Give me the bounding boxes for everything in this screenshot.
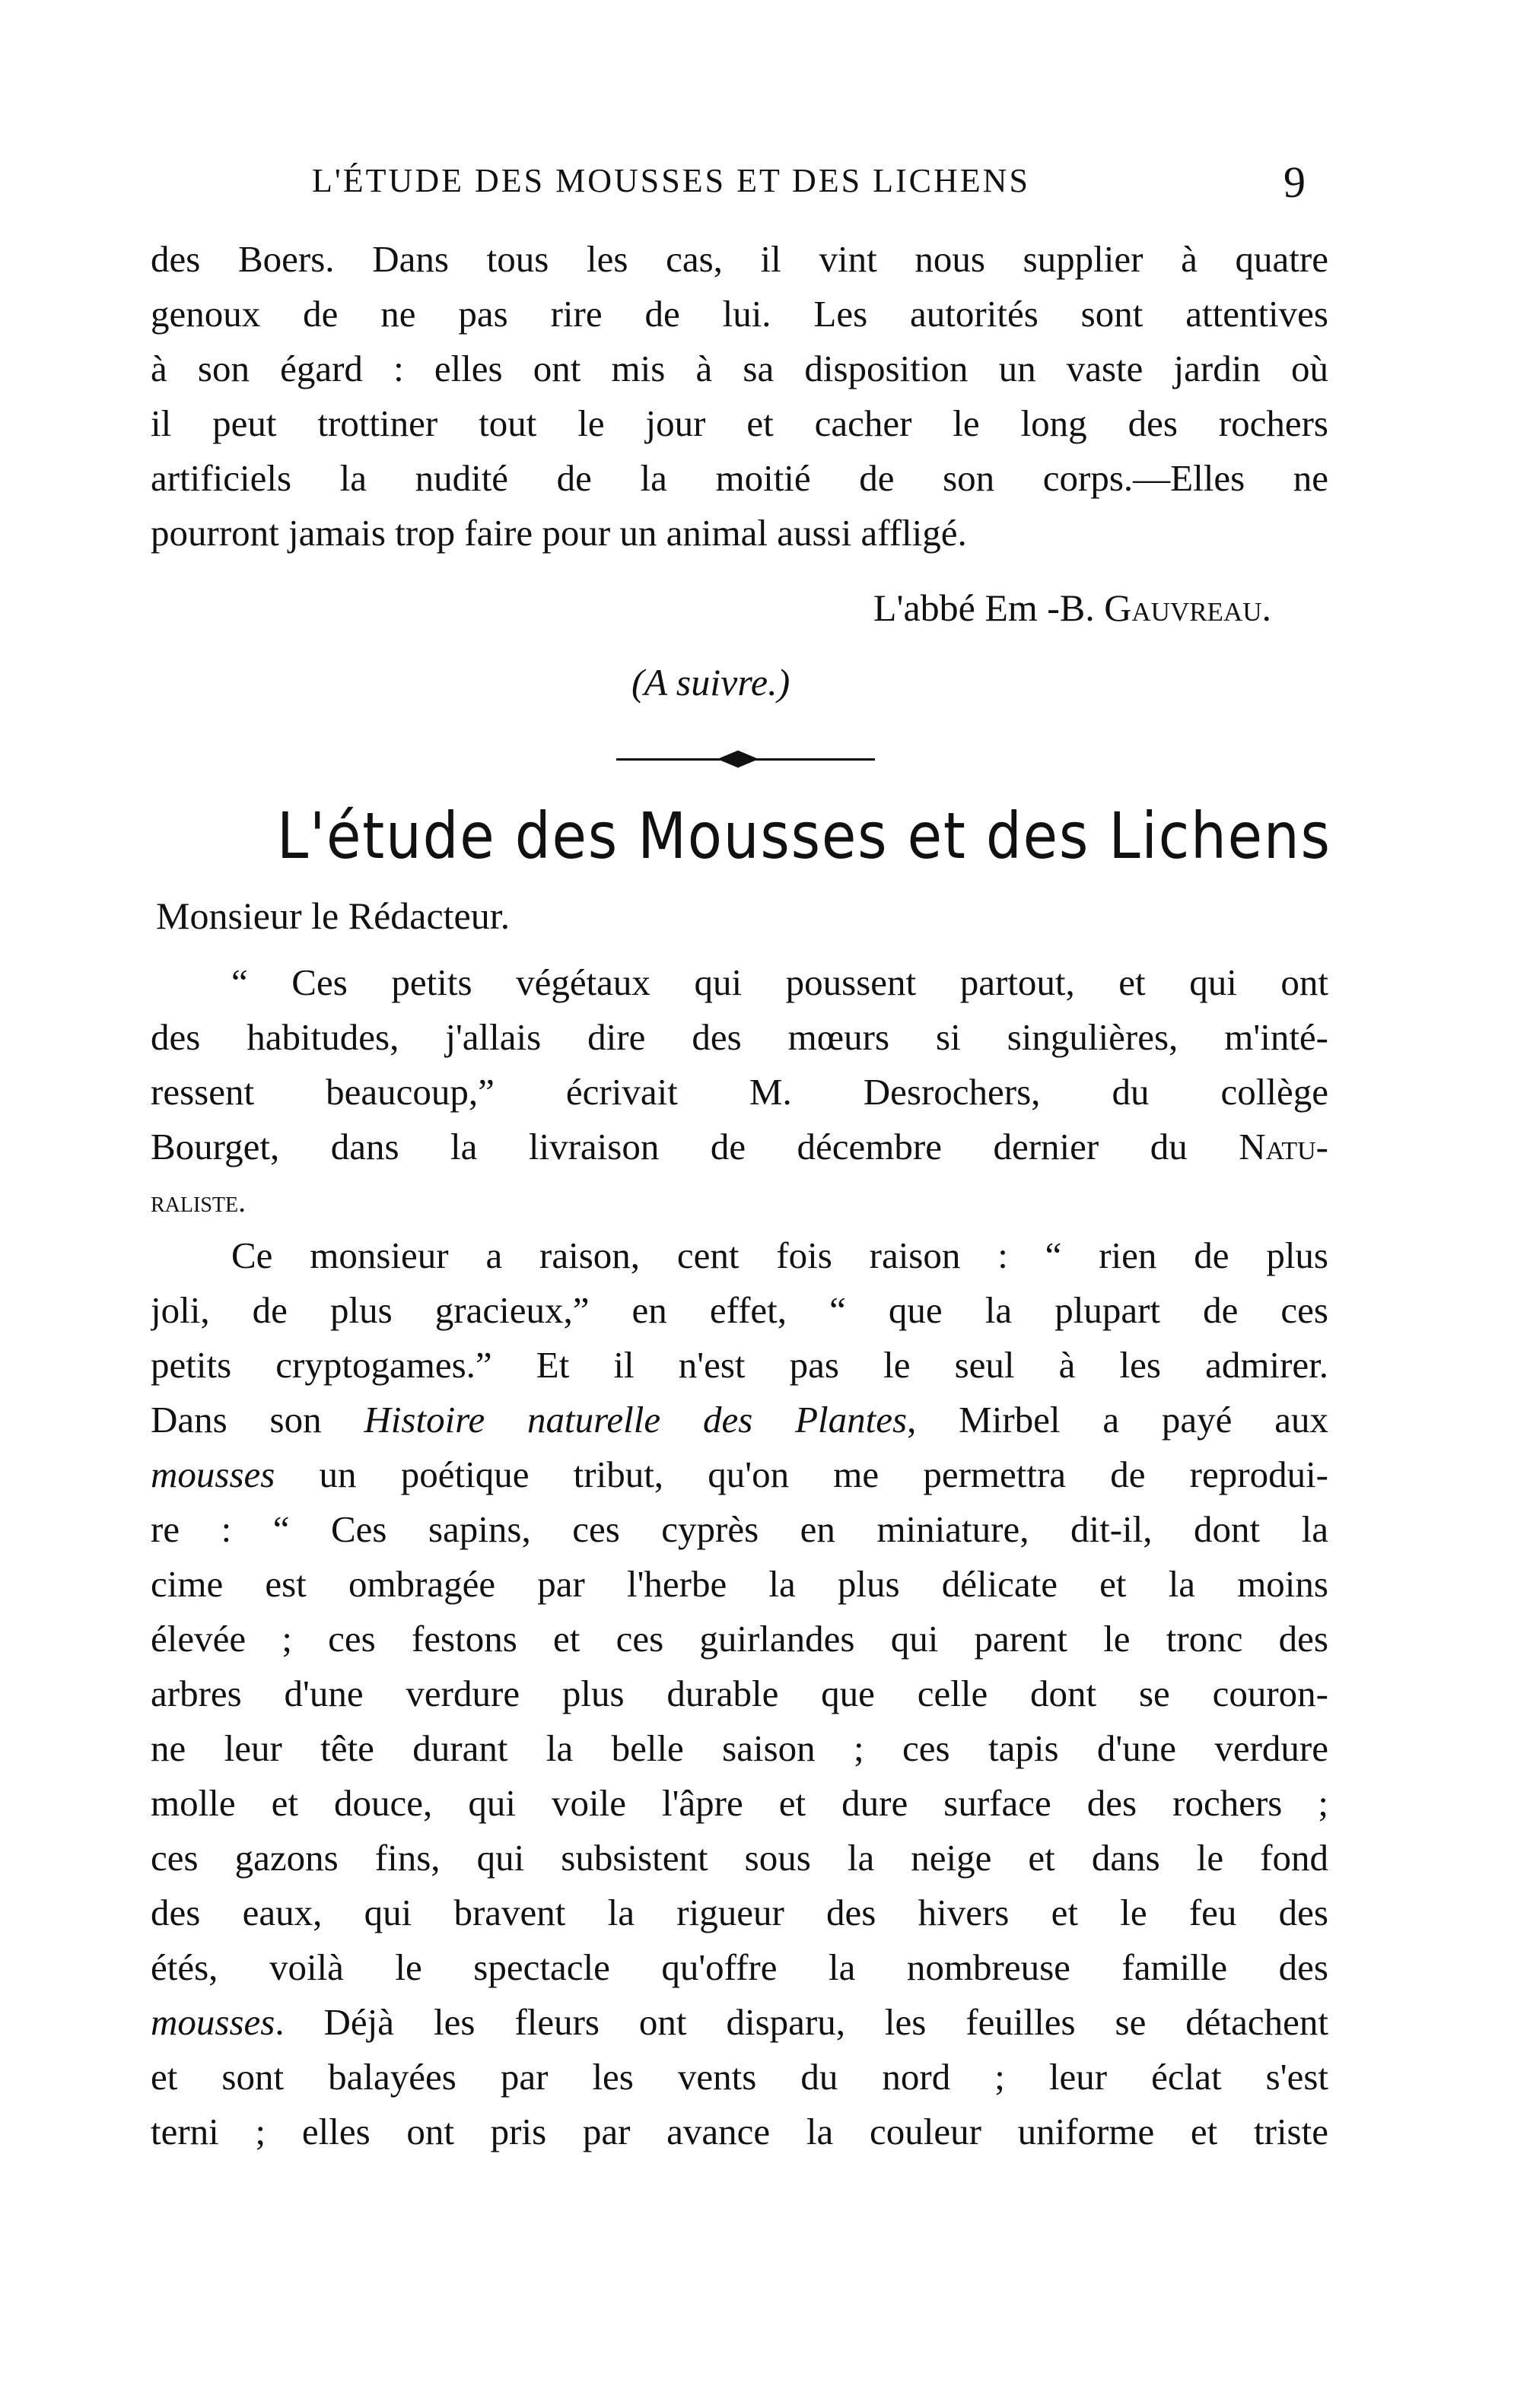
text-line xyxy=(151,1393,1328,1447)
paragraph-mirbel-quote xyxy=(151,1228,1328,2159)
journal-name-small-caps: Natu- xyxy=(1239,1126,1328,1167)
previous-article-ending xyxy=(151,232,1328,561)
text-line: re : “ Ces sapins, ces cyprès en miniature, dit-il, dont la xyxy=(151,1508,1328,1550)
text-segment: Dans son xyxy=(151,1399,364,1441)
text-line: il peut trottiner tout le jour et cacher le long des rochers xyxy=(151,402,1328,444)
salutation: Monsieur le Rédacteur. xyxy=(156,894,511,937)
text-line: molle et douce, qui voile l'âpre et dure surface des rochers ; xyxy=(151,1782,1328,1824)
text-line: étés, voilà le spectacle qu'offre la nombreuse famille des xyxy=(151,1946,1328,1988)
text-line xyxy=(151,1447,1328,1502)
text-line: et sont balayées par les vents du nord ; leur éclat s'est xyxy=(151,2056,1328,2098)
text-line: ne leur tête durant la belle saison ; ces tapis d'une verdure xyxy=(151,1727,1328,1769)
text-line: terni ; elles ont pris par avance la couleur uniforme et triste xyxy=(151,2111,1328,2152)
divider-diamond xyxy=(717,751,759,768)
text-line: des Boers. Dans tous les cas, il vint nous supplier à quatre xyxy=(151,238,1328,280)
text-line: ressent beaucoup,” écrivait M. Desrochers, du collège xyxy=(151,1071,1328,1113)
text-line xyxy=(151,1174,1328,1229)
signature-prefix: L'abbé Em -B. xyxy=(873,586,1105,629)
text-line: Ce monsieur a raison, cent fois raison : “ rien de plus xyxy=(231,1234,1328,1276)
italic-term: mousses xyxy=(151,1453,275,1495)
signature-surname: Gauvreau. xyxy=(1104,586,1271,629)
to-be-continued-note: (A suivre.) xyxy=(631,661,790,704)
article-title: L'étude des Mousses et des Lichens xyxy=(277,799,1331,873)
text-line: des habitudes, j'allais dire des mœurs si singulières, m'inté- xyxy=(151,1016,1328,1058)
text-line: cime est ombragée par l'herbe la plus délicate et la moins xyxy=(151,1563,1328,1605)
text-line: ces gazons fins, qui subsistent sous la neige et dans le fond xyxy=(151,1837,1328,1879)
text-line: genoux de ne pas rire de lui. Les autorités sont attentives xyxy=(151,293,1328,335)
text-segment: un poétique tribut, qu'on me permettra de reprodui- xyxy=(275,1453,1328,1495)
book-title-italic: Histoire naturelle des Plantes xyxy=(364,1399,908,1441)
section-divider-ornament xyxy=(616,753,875,765)
running-head xyxy=(152,157,1324,207)
text-line: “ Ces petits végétaux qui poussent partout, et qui ont xyxy=(231,961,1328,1003)
italic-term: mousses xyxy=(151,2001,275,2043)
text-segment: . Déjà les fleurs ont disparu, les feuilles se détachent xyxy=(275,2001,1328,2043)
text-line: petits cryptogames.” Et il n'est pas le seul à les admirer. xyxy=(151,1344,1328,1386)
page-number: 9 xyxy=(1283,157,1306,207)
running-title: L'ÉTUDE DES MOUSSES ET DES LICHENS xyxy=(312,162,1030,199)
text-segment: , Mirbel a payé aux xyxy=(907,1399,1328,1441)
journal-name-small-caps: raliste. xyxy=(151,1184,247,1218)
text-line: artificiels la nudité de la moitié de son corps.—Elles ne xyxy=(151,457,1328,499)
text-line xyxy=(151,1120,1328,1174)
text-line: des eaux, qui bravent la rigueur des hivers et le feu des xyxy=(151,1892,1328,1933)
text-line: à son égard : elles ont mis à sa disposition un vaste jardin où xyxy=(151,348,1328,389)
text-line: élevée ; ces festons et ces guirlandes qui parent le tronc des xyxy=(151,1618,1328,1660)
paragraph-quote-desrochers xyxy=(151,955,1328,1229)
text-segment: Bourget, dans la livraison de décembre dernier du xyxy=(151,1126,1239,1167)
author-signature xyxy=(873,586,1271,630)
text-line: pourront jamais trop faire pour un animal aussi affligé. xyxy=(151,512,967,554)
text-line xyxy=(151,1995,1328,2050)
text-line: arbres d'une verdure plus durable que celle dont se couron- xyxy=(151,1673,1328,1714)
text-line: joli, de plus gracieux,” en effet, “ que la plupart de ces xyxy=(151,1289,1328,1331)
